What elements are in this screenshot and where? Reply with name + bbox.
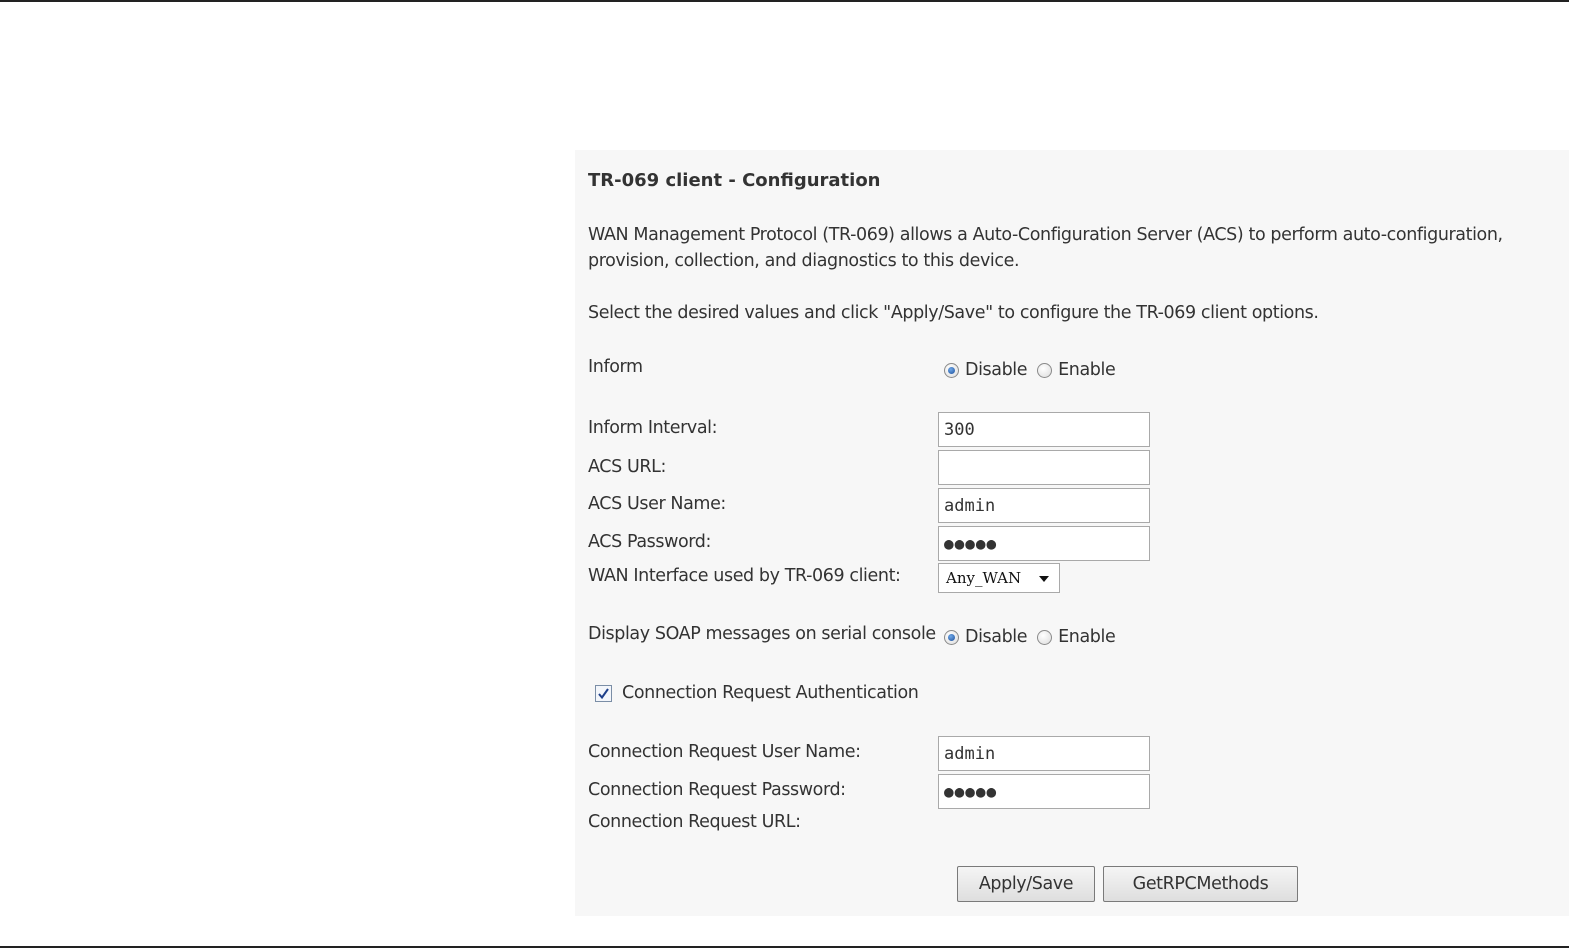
- description-text: WAN Management Protocol (TR-069) allows a Auto-Configuration Server (ACS) to perform auto-configuration, provision, collection, and diagnostics to this device.: [588, 225, 1503, 271]
- soap-radio-group: [944, 627, 1125, 647]
- soap-label: Display SOAP messages on serial console: [588, 624, 936, 644]
- wan-interface-selected-value: Any_WAN: [946, 569, 1022, 587]
- checkmark-icon: [597, 687, 610, 700]
- acs-password-label: ACS Password:: [588, 532, 711, 552]
- inform-disable-radio[interactable]: [944, 363, 959, 378]
- inform-label: Inform: [588, 357, 643, 377]
- inform-enable-label: Enable: [1058, 360, 1116, 380]
- top-rule: [0, 0, 1569, 2]
- inform-radio-group: [944, 360, 1125, 380]
- soap-disable-label: Disable: [965, 627, 1028, 647]
- wan-interface-label: WAN Interface used by TR-069 client:: [588, 566, 901, 586]
- connection-request-password-input[interactable]: [938, 774, 1150, 809]
- wan-interface-select[interactable]: [938, 563, 1060, 593]
- inform-enable-radio[interactable]: [1037, 363, 1052, 378]
- soap-disable-radio[interactable]: [944, 630, 959, 645]
- acs-url-label: ACS URL:: [588, 457, 666, 477]
- connection-request-auth-checkbox[interactable]: [595, 685, 612, 702]
- instructions-text: Select the desired values and click "Apply/Save" to configure the TR-069 client options.: [588, 303, 1319, 323]
- connection-request-url-label: Connection Request URL:: [588, 812, 801, 832]
- acs-password-mask: ●●●●●: [944, 534, 998, 553]
- bottom-rule: [0, 946, 1569, 948]
- connection-request-password-mask: ●●●●●: [944, 782, 998, 801]
- inform-interval-input[interactable]: 300: [938, 412, 1150, 447]
- inform-disable-label: Disable: [965, 360, 1028, 380]
- acs-user-name-input[interactable]: admin: [938, 488, 1150, 523]
- soap-enable-label: Enable: [1058, 627, 1116, 647]
- acs-url-input[interactable]: [938, 450, 1150, 485]
- connection-request-user-name-label: Connection Request User Name:: [588, 742, 861, 762]
- apply-save-button[interactable]: Apply/Save: [957, 866, 1095, 902]
- connection-request-user-name-input[interactable]: admin: [938, 736, 1150, 771]
- get-rpc-methods-button[interactable]: GetRPCMethods: [1103, 866, 1298, 902]
- soap-enable-radio[interactable]: [1037, 630, 1052, 645]
- inform-interval-label: Inform Interval:: [588, 418, 718, 438]
- acs-password-input[interactable]: [938, 526, 1150, 561]
- chevron-down-icon: [1039, 576, 1049, 582]
- connection-request-auth-label: Connection Request Authentication: [622, 683, 919, 703]
- acs-user-name-label: ACS User Name:: [588, 494, 726, 514]
- connection-request-password-label: Connection Request Password:: [588, 780, 846, 800]
- page-title: TR-069 client - Configuration: [588, 170, 881, 191]
